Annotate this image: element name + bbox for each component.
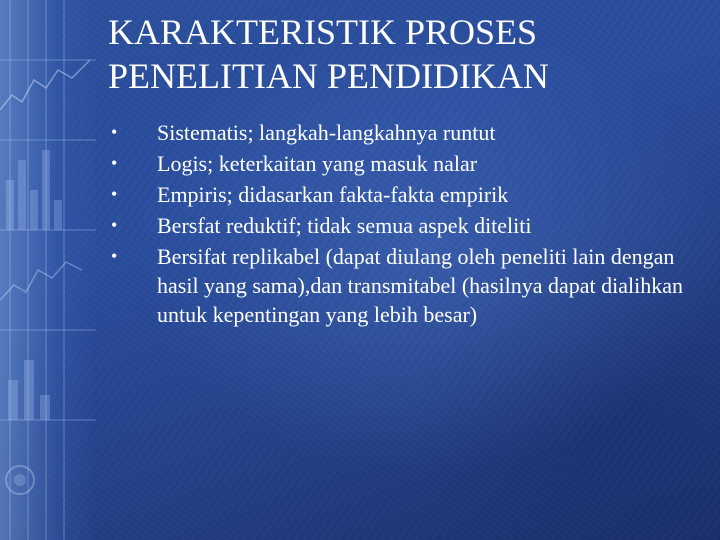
bullet-dot: • (111, 246, 118, 266)
bullet-dot: • (111, 122, 118, 142)
bullet-list (108, 118, 698, 331)
bullet-text: Empiris; didasarkan fakta-fakta empirik (157, 182, 509, 207)
bullet-item (108, 180, 698, 209)
bullet-text: Bersfat reduktif; tidak semua aspek diteliti (157, 213, 532, 238)
bullet-item (108, 242, 698, 329)
bullet-item (108, 211, 698, 240)
bullet-text: Bersifat replikabel (dapat diulang oleh peneliti lain dengan hasil yang sama),dan transmitabel (hasilnya dapat dialihkan untuk kepentingan yang lebih besar) (157, 244, 684, 327)
bullet-dot: • (111, 184, 118, 204)
bullet-dot: • (111, 215, 118, 235)
bullet-dot: • (111, 153, 118, 173)
bullet-text: Sistematis; langkah-langkahnya runtut (157, 120, 496, 145)
left-decorative-strip (0, 0, 96, 540)
bullet-text: Logis; keterkaitan yang masuk nalar (157, 151, 478, 176)
slide-title: KARAKTERISTIK PROSES PENELITIAN PENDIDIKAN (108, 12, 549, 96)
bullet-item (108, 149, 698, 178)
chart-collage-decoration (0, 0, 96, 540)
bullet-item (108, 118, 698, 147)
